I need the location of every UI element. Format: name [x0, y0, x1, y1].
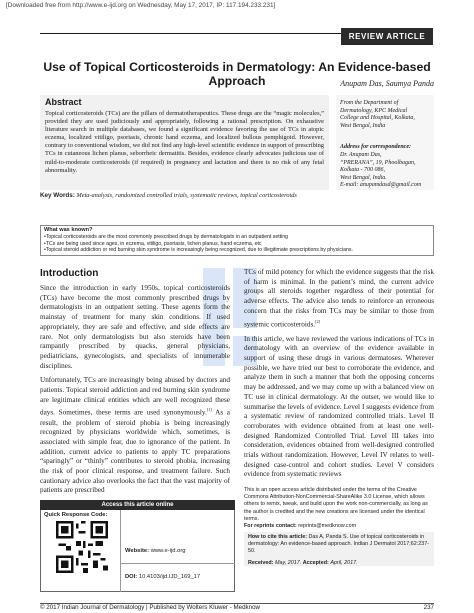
- doi-line: [125, 574, 200, 580]
- list-item: • TCs are being used since ages, in eczema, vitiligo, psoriasis, lichen planus, hand eczema, etc: [44, 241, 430, 248]
- affiliation-line: Dermatology, KPC Medical: [340, 107, 408, 114]
- cite-body: Das A, Panda S. Use of topical corticosteroids in dermatology: An evidence-based approach. Indian J Dermatol 2017;62:237-50.: [248, 534, 430, 554]
- abstract-text: Topical corticosteroids (TCs) are the pillars of dermatotherapeutics. These drugs are the “magic molecules,” provided they are used judiciously and appropriately, following a rational prescription. On exhaustive literature search in multiple databases, we found a significant evidence favoring the use of TCs in atopic eczema, localized vitiligo, psoriasis, chronic hand eczema, and localized bullous pemphigoid. However, contrary to conventional wisdom, we did not find any high-level scientific evidence in support of prescribing TCs in cutaneous lichen planus, seborrheic dermatitis. Besides, evidence clearly advocates judicious use of mild-to-moderate corticosteroids (if required) in pregnancy and lactation and there is no risk of any fetal abnormality.: [45, 110, 324, 174]
- paragraph: TCs of mild potency for which the evidence suggests that the risk of harm is minimal. In the patient’s mind, the current advice groups all steroids together regardless of their potential for adverse effects. The advice also tends to reinforce an erroneous concern that the risks from TCs may be similar to those from systemic corticosteroids.[2]: [244, 268, 434, 328]
- introduction-right-column: [244, 268, 434, 480]
- keywords-text: Meta-analysis, randomized controlled trials, systematic reviews, topical corticosteroids: [76, 192, 297, 199]
- list-item: • Topical steroid addiction or red burning skin syndrome is increasingly being recognized, due to illegitimate prescriptions by physicians.: [44, 247, 430, 254]
- correspondence-line: “PRERANA”, 19, Phoolbagan,: [340, 159, 416, 166]
- page-number: 237: [423, 604, 434, 611]
- correspondence-email[interactable]: E-mail: anupamdasd@gmail.com: [340, 182, 422, 188]
- received-line: [248, 560, 432, 566]
- reprints-label: For reprints contact:: [244, 523, 297, 529]
- paragraph: Since the introduction in early 1950s, topical corticosteroids (TCs) have become the most commonly prescribed drugs by dermatologists in an outpatient setting. These agents form the mainstay of treatment for many skin conditions. If used appropriately, they are safe and effective, and side effects are rare. Not only dermatologists but also steroids have been rampantly prescribed by quacks, general physicians, pediatricians, gynecologists, and specialists of innumerable disciplines.: [40, 284, 230, 370]
- divider: [120, 510, 121, 592]
- accepted-label: Accepted:: [302, 560, 329, 566]
- website-link[interactable]: www.e-ijd.org: [150, 548, 186, 554]
- received-label: Received:: [248, 560, 274, 566]
- cite-label: How to cite this article:: [248, 534, 308, 540]
- introduction-heading: Introduction: [40, 268, 99, 279]
- doi-link[interactable]: 10.4103/ijd.IJD_169_17: [138, 574, 201, 580]
- website-label: Website:: [125, 548, 150, 554]
- divider: [120, 563, 235, 564]
- correspondence-line: Kolkata - 700 086,: [340, 167, 385, 173]
- what-was-known-list: [44, 234, 430, 254]
- affiliation-line: From the Department of: [340, 100, 399, 106]
- keywords: [40, 192, 330, 200]
- introduction-left-column: [40, 284, 230, 496]
- keywords-label: Key Words:: [40, 192, 75, 199]
- affiliation-line: College and Hospital, Kolkata,: [340, 115, 415, 122]
- correspondence: [340, 152, 432, 190]
- website-line: [125, 548, 185, 554]
- reprints-email[interactable]: reprints@medknow.com: [298, 523, 357, 529]
- doi-label: DOI:: [125, 574, 138, 580]
- cite-text: [248, 534, 432, 555]
- access-online-heading: Access this article online: [40, 500, 235, 510]
- paragraph: Unfortunately, TCs are increasingly being abused by doctors and patients. Topical steroid addiction and red burning skin syndrome are legitimate clinical entities which are well recognized these days. Sometimes, these terms are used synonymously.[1] As a result, the problem of steroid phobia is being increasingly recognized by physicians worldwide which, sometimes, is associated with simple fear, due to ignorance of the patient. In addition, current advice to patients to apply TC preparations “sparingly” or “thinly” contributes to steroid phobia, increasing the risk of poor clinical response, and treatment failure. Such cautionary advice also overlooks the fact that the vast majority of patients are prescribed: [40, 376, 230, 495]
- authors: Anupam Das, Saumya Panda: [340, 79, 434, 88]
- received-date: May, 2017.: [274, 560, 302, 566]
- correspondence-heading: Address for correspondence:: [340, 144, 411, 150]
- qr-code-icon[interactable]: [56, 521, 108, 573]
- paragraph: In this article, we have reviewed the various indications of TCs in dermatology with an overview of the evidence available in support of using these drugs in various dermatoses. Wherever possible, we have tried our best to corroborate the evidence, and analyze them in such a manner that both the opposing concerns may be addressed, and we may come up with a balanced view on TC use in clinical dermatology. At the outset, we would like to summarise the levels of evidence. Level I suggests evidence from a systematic review of randomized controlled trials. Level II corroborates with evidence obtained from at least one well-designed Randomized Controlled Trial. Level III takes into consideration, evidences obtained from well-designed controlled trials without randomization. However, Level IV relates to well-designed case-control and cohort studies. Level V considers evidence from systematic reviews: [244, 334, 434, 479]
- what-was-known-heading: What was known?: [44, 227, 93, 233]
- affiliation-line: West Bengal, India: [340, 122, 386, 129]
- section-tab: REVIEW ARTICLE: [341, 28, 433, 45]
- affiliation: [340, 100, 432, 130]
- footer-text: © 2017 Indian Journal of Dermatology | Published by Wolters Kluwer - Medknow: [40, 604, 260, 611]
- license-text: This is an open access article distributed under the terms of the Creative Commons Attribution-NonCommercial-ShareAlike 3.0 License, which allows others to remix, tweak, and build upon the work non-commercially, as long as the author is credited and the new creations are licensed under the identical terms.: [244, 487, 428, 522]
- list-item: • Topical corticosteroids are the most commonly prescribed drugs by dermatologists in an outpatient setting: [44, 234, 430, 241]
- accepted-date: April, 2017.: [330, 560, 358, 566]
- correspondence-line: West Bengal, India.: [340, 174, 387, 181]
- reprints-line: [244, 523, 356, 529]
- qr-label: Quick Response Code:: [44, 512, 108, 518]
- article-title: Use of Topical Corticosteroids in Dermatology: An Evidence-based Approach: [43, 60, 431, 88]
- correspondence-line: Dr. Anupam Das,: [340, 152, 382, 158]
- page-footer: [40, 604, 434, 611]
- abstract-heading: Abstract: [45, 97, 82, 107]
- download-banner: [Downloaded free from http://www.e-ijd.org on Wednesday, May 17, 2017, IP: 117.194.233.231]: [6, 2, 276, 9]
